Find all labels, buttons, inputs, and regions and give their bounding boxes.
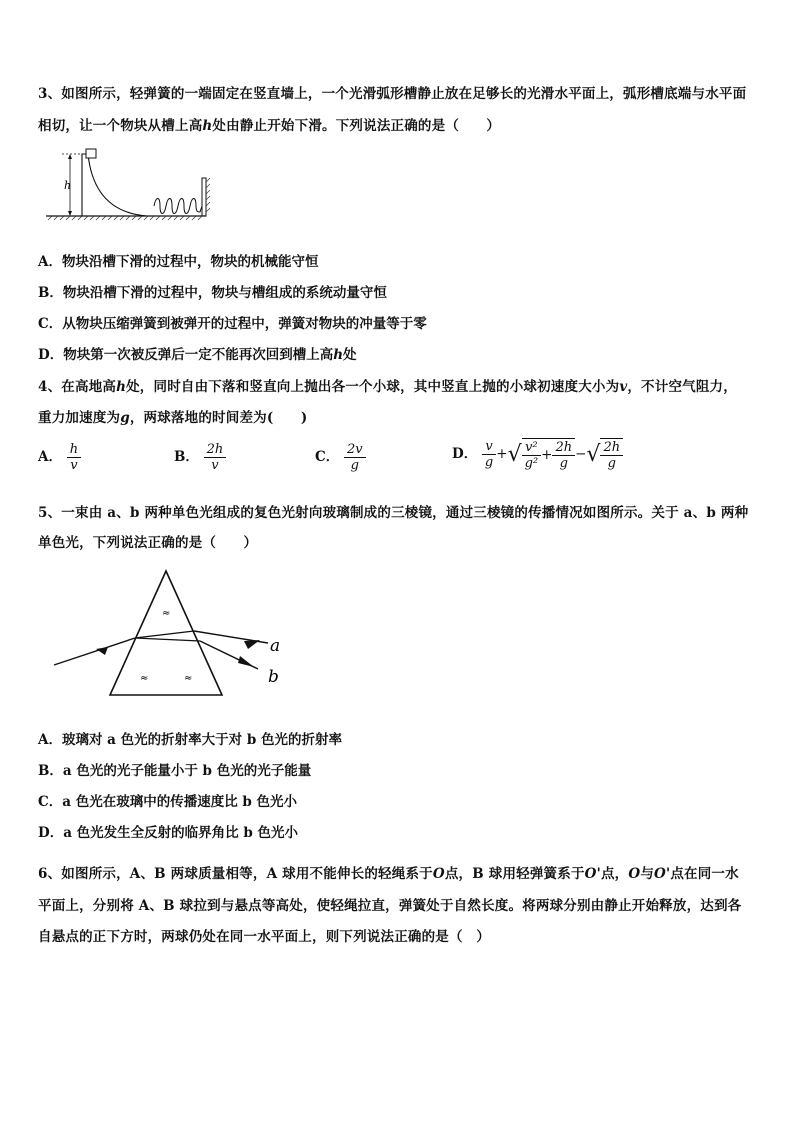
sqrt-icon: √ <box>586 442 601 467</box>
q5-option-a[interactable]: A．玻璃对 a 色光的折射率大于对 b 色光的折射率 <box>38 732 342 748</box>
q6-stem-line1: 6、如图所示，A、B 两球质量相等，A 球用不能伸长的轻绳系于O点，B 球用轻弹簧系于O'点，O与O'点在同一水 <box>38 866 739 882</box>
fraction: $\frac{2h}{g}$ <box>552 440 575 471</box>
fraction: $\frac{2h}{g}$ <box>600 440 623 471</box>
fraction: $\frac{2v}{g}$ <box>344 442 366 473</box>
fraction: $\frac{h}{v}$ <box>67 442 81 473</box>
q4-stem-line2: 重力加速度为g，两球落地的时间差为( ) <box>38 410 308 426</box>
q4-option-b[interactable]: B． $\frac{2h}{v}$ <box>174 442 226 473</box>
q3-stem-line2: 相切，让一个物块从槽上高h处由静止开始下滑。下列说法正确的是（ ） <box>38 118 501 134</box>
q5-option-c[interactable]: C．a 色光在玻璃中的传播速度比 b 色光小 <box>38 794 298 810</box>
fraction: $\frac{v}{g}$ <box>482 439 496 470</box>
q4-option-a[interactable]: A． $\frac{h}{v}$ <box>38 442 81 473</box>
q4-stem-line1: 4、在高地高h处，同时自由下落和竖直向上抛出各一个小球，其中竖直上抛的小球初速度大小为v，不计空气阻力， <box>38 379 737 395</box>
q5-option-d[interactable]: D．a 色光发生全反射的临界角比 b 色光小 <box>38 825 298 841</box>
ray-a-label: a <box>270 636 281 656</box>
fraction: $\frac{2h}{v}$ <box>204 442 227 473</box>
fraction: $\frac{\text{v²}}{\text{g²}}$ <box>522 440 542 471</box>
glass-mark: ≈ <box>184 673 193 684</box>
q3-option-d[interactable]: D．物块第一次被反弹后一定不能再次回到槽上高h处 <box>38 347 357 363</box>
glass-mark: ≈ <box>140 673 149 684</box>
q3-option-b[interactable]: B．物块沿槽下滑的过程中，物块与槽组成的系统动量守恒 <box>38 285 387 301</box>
sqrt-icon: √ <box>507 442 522 467</box>
q5-stem-line2: 单色光，下列说法正确的是（ ） <box>38 535 258 551</box>
q3-stem-line1: 3、如图所示，轻弹簧的一端固定在竖直墙上，一个光滑弧形槽静止放在足够长的光滑水平面上，弧形槽底端与水平面 <box>38 86 747 102</box>
q3-option-c[interactable]: C．从物块压缩弹簧到被弹开的过程中，弹簧对物块的冲量等于零 <box>38 316 427 332</box>
q5-prism-figure <box>48 565 308 700</box>
q3-option-a[interactable]: A．物块沿槽下滑的过程中，物块的机械能守恒 <box>38 254 319 270</box>
q3-figure <box>42 146 212 224</box>
q5-option-b[interactable]: B．a 色光的光子能量小于 b 色光的光子能量 <box>38 763 312 779</box>
q6-stem-line2: 平面上，分别将 A、B 球拉到与悬点等高处，使轻绳拉直，弹簧处于自然长度。将两球分别由静止开始释放，达到各 <box>38 898 742 914</box>
ray-b-label: b <box>268 667 279 687</box>
q3-h-label: h <box>64 179 72 192</box>
glass-mark: ≈ <box>162 608 171 619</box>
q4-option-d[interactable]: D． $\frac{v}{g}$ +√ $\frac{\text{v²}}{\text{g²}}$ + $\frac{2h}{g}$ −√ $\frac{2h}{g}$ <box>452 438 623 471</box>
q5-stem-line1: 5、一束由 a、b 两种单色光组成的复色光射向玻璃制成的三棱镜，通过三棱镜的传播情况如图所示。关于 a、b 两种 <box>38 505 749 521</box>
q6-stem-line3: 自悬点的正下方时，两球仍处在同一水平面上，则下列说法正确的是（ ） <box>38 929 491 945</box>
q4-option-c[interactable]: C． $\frac{2v}{g}$ <box>315 442 366 473</box>
